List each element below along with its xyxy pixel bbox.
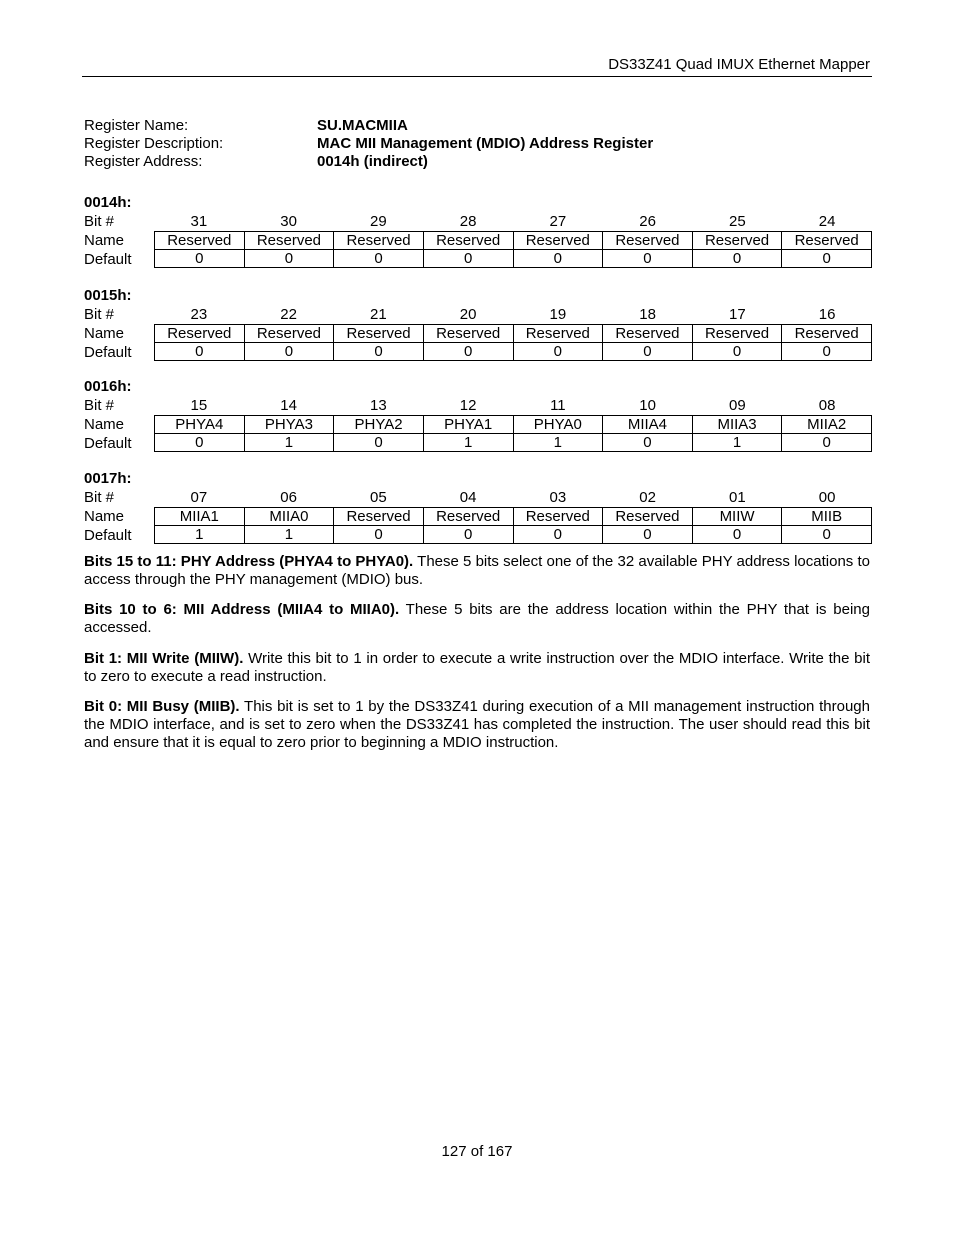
register-address-value: 0014h (indirect) xyxy=(317,153,428,170)
register-description-row xyxy=(84,135,874,153)
name-row-label: Name xyxy=(84,416,125,433)
bit-number: 06 xyxy=(280,489,297,506)
register-bit-table xyxy=(154,324,872,361)
bit-name-cell: PHYA0 xyxy=(513,416,603,434)
bit-number: 05 xyxy=(370,489,387,506)
name-row-label: Name xyxy=(84,325,125,342)
register-address-label: Register Address: xyxy=(84,153,203,170)
bit-name-cell: Reserved xyxy=(692,325,782,343)
default-row-label: Default xyxy=(84,251,132,268)
bit-name-cell: Reserved xyxy=(513,232,603,250)
bit-name-cell: MIIA4 xyxy=(603,416,693,434)
bit-number: 28 xyxy=(459,213,477,230)
register-bit-table xyxy=(154,507,872,544)
bit-name-cell: Reserved xyxy=(155,325,245,343)
bit-row-label: Bit # xyxy=(84,397,115,414)
name-row xyxy=(155,508,872,526)
bit-number: 01 xyxy=(729,489,746,506)
bit-name-cell: MIIA1 xyxy=(155,508,245,526)
bit-name-cell: PHYA2 xyxy=(334,416,424,434)
bit-default-cell: 1 xyxy=(423,434,513,452)
page-number: 127 of 167 xyxy=(441,1143,513,1160)
bit-number: 04 xyxy=(459,489,477,506)
bit-name-cell: Reserved xyxy=(334,508,424,526)
bit-number-row xyxy=(84,212,874,231)
bit-number: 15 xyxy=(190,397,208,414)
bit-default-cell: 0 xyxy=(603,526,693,544)
bit-number-row xyxy=(84,488,874,507)
bit-name-cell: Reserved xyxy=(334,325,424,343)
bit-default-cell: 1 xyxy=(244,526,334,544)
default-row xyxy=(155,526,872,544)
bit-default-cell: 0 xyxy=(692,343,782,361)
bit-default-cell: 0 xyxy=(334,434,424,452)
name-row-label: Name xyxy=(84,508,125,525)
bit-number: 26 xyxy=(639,213,656,230)
bit-name-cell: Reserved xyxy=(423,232,513,250)
register-name-row xyxy=(84,117,874,135)
bit-name-cell: PHYA4 xyxy=(155,416,245,434)
block-title: 0016h: xyxy=(84,378,132,395)
bit-number: 20 xyxy=(459,306,477,323)
description-text: This bit is set to 1 by the DS33Z41 during execution of a MII management instruction through the MDIO interface, and is set to zero when the DS33Z41 has completed the instruction. The user should read this bit and ensure that it is equal to zero prior to beginning a MDIO instruction. xyxy=(84,698,870,751)
description-text: These 5 bits are the address location within the PHY that is being accessed. xyxy=(84,601,870,636)
bit-name-cell: MIIA0 xyxy=(244,508,334,526)
bit-row-label: Bit # xyxy=(84,306,115,323)
bit-number: 25 xyxy=(729,213,746,230)
bit-number: 23 xyxy=(190,306,208,323)
register-bit-table xyxy=(154,231,872,268)
bit-name-cell: Reserved xyxy=(423,325,513,343)
bit-default-cell: 0 xyxy=(513,526,603,544)
bit-number: 18 xyxy=(639,306,656,323)
bit-number: 12 xyxy=(459,397,477,414)
description-heading: Bit 1: MII Write (MIIW). xyxy=(84,650,244,667)
bit-name-cell: Reserved xyxy=(603,325,693,343)
bit-name-cell: Reserved xyxy=(244,325,334,343)
bit-number: 10 xyxy=(639,397,656,414)
block-title: 0017h: xyxy=(84,470,132,487)
bit-number: 19 xyxy=(549,306,567,323)
bit-name-cell: Reserved xyxy=(782,232,872,250)
bit-default-cell: 0 xyxy=(692,250,782,268)
bit-default-cell: 1 xyxy=(692,434,782,452)
name-row xyxy=(155,416,872,434)
bit-number: 21 xyxy=(370,306,387,323)
bit-default-cell: 1 xyxy=(513,434,603,452)
register-name-label: Register Name: xyxy=(84,117,189,134)
bit-name-cell: Reserved xyxy=(603,508,693,526)
bit-name-cell: Reserved xyxy=(692,232,782,250)
bit-name-cell: Reserved xyxy=(513,508,603,526)
bit-name-cell: Reserved xyxy=(513,325,603,343)
bit-default-cell: 1 xyxy=(155,526,245,544)
description-phy-address xyxy=(84,553,870,589)
bit-number: 02 xyxy=(639,489,656,506)
bit-default-cell: 0 xyxy=(603,250,693,268)
bit-number: 22 xyxy=(280,306,297,323)
bit-default-cell: 0 xyxy=(513,343,603,361)
register-block-0017h xyxy=(84,470,874,545)
name-row xyxy=(155,232,872,250)
register-block-0016h xyxy=(84,378,874,453)
block-title: 0015h: xyxy=(84,287,132,304)
register-info xyxy=(84,117,874,171)
bit-number: 31 xyxy=(190,213,208,230)
bit-default-cell: 0 xyxy=(244,343,334,361)
description-text: Write this bit to 1 in order to execute a write instruction over the MDIO interface. Write the bit to zero to execute a read instruction. xyxy=(84,650,870,685)
register-address-row xyxy=(84,153,874,171)
bit-name-cell: MIIW xyxy=(692,508,782,526)
bit-name-cell: MIIA3 xyxy=(692,416,782,434)
bit-number: 29 xyxy=(370,213,387,230)
block-title: 0014h: xyxy=(84,194,132,211)
bit-default-cell: 0 xyxy=(244,250,334,268)
name-row-label: Name xyxy=(84,232,125,249)
name-row xyxy=(155,325,872,343)
default-row xyxy=(155,250,872,268)
register-description-label: Register Description: xyxy=(84,135,224,152)
description-heading: Bit 0: MII Busy (MIIB). xyxy=(84,698,240,715)
default-row xyxy=(155,343,872,361)
bit-default-cell: 0 xyxy=(782,434,872,452)
bit-number: 00 xyxy=(818,489,836,506)
bit-default-cell: 0 xyxy=(334,343,424,361)
bit-number-row xyxy=(84,396,874,415)
bit-default-cell: 0 xyxy=(782,526,872,544)
bit-number: 03 xyxy=(549,489,567,506)
bit-number: 13 xyxy=(370,397,387,414)
register-block-0015h xyxy=(84,287,874,362)
bit-number: 11 xyxy=(550,397,566,414)
bit-default-cell: 0 xyxy=(692,526,782,544)
bit-default-cell: 1 xyxy=(244,434,334,452)
bit-number: 14 xyxy=(280,397,297,414)
description-text: These 5 bits select one of the 32 available PHY address locations to access through the PHY management (MDIO) bus. xyxy=(84,553,870,588)
default-row-label: Default xyxy=(84,527,132,544)
bit-default-cell: 0 xyxy=(603,434,693,452)
register-block-0014h xyxy=(84,194,874,269)
bit-number: 27 xyxy=(549,213,567,230)
bit-default-cell: 0 xyxy=(603,343,693,361)
bit-number: 24 xyxy=(818,213,836,230)
description-heading: Bits 10 to 6: MII Address (MIIA4 to MIIA0). xyxy=(84,601,400,618)
bit-name-cell: Reserved xyxy=(782,325,872,343)
bit-default-cell: 0 xyxy=(423,250,513,268)
bit-default-cell: 0 xyxy=(155,343,245,361)
default-row-label: Default xyxy=(84,435,132,452)
bit-default-cell: 0 xyxy=(782,250,872,268)
bit-name-cell: PHYA1 xyxy=(423,416,513,434)
bit-name-cell: MIIA2 xyxy=(782,416,872,434)
header-rule xyxy=(82,76,872,77)
bit-default-cell: 0 xyxy=(155,434,245,452)
bit-default-cell: 0 xyxy=(513,250,603,268)
bit-number-row xyxy=(84,305,874,324)
bit-name-cell: PHYA3 xyxy=(244,416,334,434)
bit-number: 07 xyxy=(190,489,208,506)
description-heading: Bits 15 to 11: PHY Address (PHYA4 to PHYA0). xyxy=(84,553,414,570)
default-row xyxy=(155,434,872,452)
bit-default-cell: 0 xyxy=(423,526,513,544)
register-name-value: SU.MACMIIA xyxy=(317,117,408,134)
bit-number: 30 xyxy=(280,213,297,230)
bit-default-cell: 0 xyxy=(423,343,513,361)
bit-number: 17 xyxy=(729,306,746,323)
bit-row-label: Bit # xyxy=(84,489,115,506)
bit-number: 16 xyxy=(818,306,836,323)
bit-default-cell: 0 xyxy=(334,250,424,268)
bit-row-label: Bit # xyxy=(84,213,115,230)
bit-name-cell: Reserved xyxy=(603,232,693,250)
bit-number: 08 xyxy=(818,397,836,414)
bit-name-cell: MIIB xyxy=(782,508,872,526)
bit-default-cell: 0 xyxy=(155,250,245,268)
default-row-label: Default xyxy=(84,344,132,361)
document-header-title: DS33Z41 Quad IMUX Ethernet Mapper xyxy=(608,56,870,73)
register-bit-table xyxy=(154,415,872,452)
bit-default-cell: 0 xyxy=(334,526,424,544)
bit-default-cell: 0 xyxy=(782,343,872,361)
bit-name-cell: Reserved xyxy=(155,232,245,250)
bit-name-cell: Reserved xyxy=(334,232,424,250)
bit-number: 09 xyxy=(729,397,746,414)
description-mii-write xyxy=(84,650,870,686)
register-description-value: MAC MII Management (MDIO) Address Register xyxy=(317,135,654,152)
bit-name-cell: Reserved xyxy=(244,232,334,250)
description-mii-busy xyxy=(84,698,870,752)
bit-name-cell: Reserved xyxy=(423,508,513,526)
description-mii-address xyxy=(84,601,870,637)
